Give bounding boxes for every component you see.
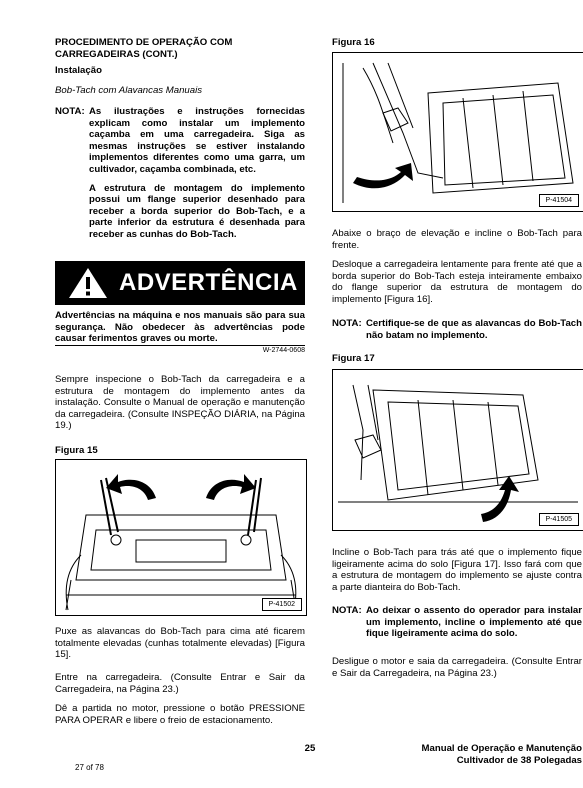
warning-banner [55, 261, 305, 305]
note-label: NOTA: [332, 605, 362, 616]
figure-17-code: P-41505 [539, 513, 579, 526]
note-levers-text: Certifique-se de que as alavancas do Bob-Tach não batam no implemento. [366, 318, 582, 341]
enter-loader-paragraph: Entre na carregadeira. (Consulte Entrar e Sair da Carregadeira, na Página 23.) [55, 672, 305, 695]
warning-text: Advertências na máquina e nos manuais são para sua segurança. Não obedecer às advertências pode causar ferimentos graves ou morte. [55, 310, 305, 345]
note-levers [332, 318, 582, 341]
figure-15-label: Figura 15 [55, 445, 98, 456]
pull-levers-paragraph: Puxe as alavancas do Bob-Tach para cima até ficarem totalmente elevadas (cunhas totalmente elevadas) [Figura 15]. [55, 626, 305, 661]
warning-rule [55, 345, 305, 346]
note-leaving-seat-text: Ao deixar o assento do operador para instalar um implemento, incline o implemento até que fique ligeiramente acima do solo. [366, 605, 582, 640]
section-title: PROCEDIMENTO DE OPERAÇÃO COM CARREGADEIRAS (CONT.) [55, 37, 233, 60]
drive-forward-paragraph: Desloque a carregadeira lentamente para frente até que a borda superior do Bob-Tach esteja inteiramente embaixo do flange superior da estrutura de montagem do implemento [Figura 16]. [332, 259, 582, 305]
subtitle-installation: Instalação [55, 65, 102, 76]
lower-arm-paragraph: Abaixe o braço de elevação e incline o Bob-Tach para frente. [332, 228, 582, 251]
figure-17-illustration [332, 369, 583, 531]
bobtach-tilted-forward-drawing [333, 53, 583, 211]
manual-title: Manual de Operação e Manutenção Cultivador de 38 Polegadas [421, 743, 582, 766]
bobtach-tilted-back-drawing [333, 370, 583, 530]
note-label: NOTA: [332, 318, 362, 329]
warning-triangle-icon [67, 266, 109, 300]
subtitle-manual-levers: Bob-Tach com Alavancas Manuais [55, 85, 203, 96]
tilt-back-paragraph: Incline o Bob-Tach para trás até que o implemento fique ligeiramente acima do solo [Figura 17]. Isso fará com que a estrutura de montagem do implemento se ajuste contra a parte dianteira do Bob-Tach. [332, 547, 582, 593]
warning-title: ADVERTÊNCIA [119, 269, 298, 296]
note-label: NOTA: [55, 106, 85, 117]
note-illustrations [55, 106, 305, 241]
stop-engine-paragraph: Desligue o motor e saia da carregadeira. (Consulte Entrar e Sair da Carregadeira, na Página 23.) [332, 656, 582, 679]
figure-16-code: P-41504 [539, 194, 579, 207]
page-number: 25 [304, 743, 316, 754]
figure-17-label: Figura 17 [332, 353, 375, 364]
figure-15-illustration [55, 459, 307, 616]
figure-16-illustration [332, 52, 583, 212]
bobtach-levers-up-drawing [56, 460, 306, 615]
note-paragraph-1: As ilustrações e instruções fornecidas explicam como instalar um implemento caçamba em uma carregadeira. Siga as mesmas instruções se estiver instalando implementos diferentes como uma garra, um cultivador, caçamba combinada, etc. [89, 106, 305, 175]
figure-16-label: Figura 16 [332, 37, 375, 48]
pdf-page-indicator: 27 of 78 [75, 763, 104, 772]
note-paragraph-2: A estrutura de montagem do implemento possui um flange superior desenhado para receber a borda superior do Bob-Tach, e a parte inferior da estrutura é desenhada para receber as cunhas do Bob-Tach. [89, 182, 305, 240]
start-engine-paragraph: Dê a partida no motor, pressione o botão PRESSIONE PARA OPERAR e libere o freio de estacionamento. [55, 703, 305, 726]
inspection-paragraph: Sempre inspecione o Bob-Tach da carregadeira e a estrutura de montagem do implemento antes da instalação. Consulte o Manual de operação e manutenção da carregadeira. (Consulte INSPEÇÃO DIÁRIA, na Página 19.) [55, 374, 305, 432]
figure-15-code: P-41502 [262, 598, 302, 611]
warning-code: W-2744-0608 [262, 347, 305, 354]
note-leaving-seat [332, 605, 582, 640]
